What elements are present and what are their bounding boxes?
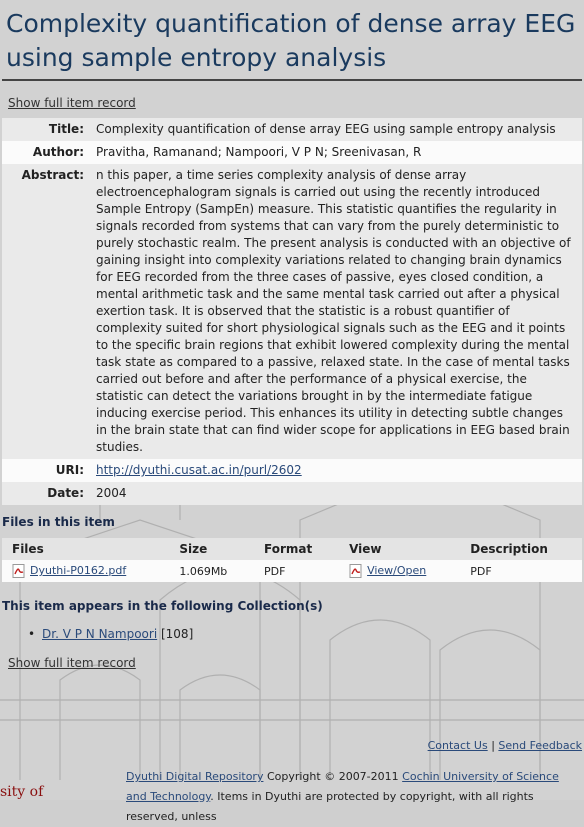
- show-full-record-link-bottom[interactable]: Show full item record: [8, 656, 136, 670]
- footer-separator: |: [491, 739, 495, 752]
- rights-text: . Items in Dyuthi are protected by copyright, with all rights reserved, unless: [126, 790, 534, 823]
- repository-link[interactable]: Dyuthi Digital Repository: [126, 770, 264, 783]
- collection-count: [108]: [160, 627, 194, 641]
- files-header-format: Format: [254, 538, 339, 560]
- files-table: [2, 538, 582, 582]
- metadata-value: Complexity quantification of dense array EEG using sample entropy analysis: [90, 118, 582, 141]
- metadata-value: n this paper, a time series complexity analysis of dense array electroencephalogram signals is carried out using the recently introduced Sample Entropy (SampEn) measure. This statistic quantifies the regularity in signals recorded from systems that can vary from the purely deterministic to purely stochastic realm. The present analysis is conducted with an objective of gaining insight into complexity variations related to changing brain dynamics for EEG recorded from the three cases of passive, eyes closed condition, a mental arithmetic task and the same mental task carried out after a physical exertion task. It is observed that the statistic is a robust quantifier of complexity suited for short physiological signals such as the EEG and it points to the specific brain regions that exhibit lowered complexity during the mental task state as compared to a passive, relaxed state. In the case of mental tasks carried out before and after the performance of a physical exercise, the statistic can detect the variations brought in by the intermediate fatigue inducing exercise period. This enhances its utility in detecting subtle changes in the brain state that can find wider scope for applications in EEG based brain studies.: [90, 164, 582, 459]
- footer-copyright: [126, 767, 566, 827]
- university-logo-text: sity of: [0, 784, 44, 800]
- files-header-view: View: [339, 538, 460, 560]
- file-download-link[interactable]: Dyuthi-P0162.pdf: [30, 564, 127, 577]
- pdf-icon: [349, 564, 363, 578]
- collection-link[interactable]: Dr. V P N Nampoori: [42, 627, 158, 641]
- file-format: PDF: [254, 560, 339, 582]
- file-row: [2, 560, 582, 582]
- metadata-label: Title:: [2, 118, 90, 141]
- file-size: 1.069Mb: [169, 560, 254, 582]
- metadata-label: Abstract:: [2, 164, 90, 459]
- metadata-row-author: [2, 141, 582, 164]
- metadata-label: URI:: [2, 459, 90, 482]
- files-header-files: Files: [2, 538, 169, 560]
- files-section-title: Files in this item: [2, 515, 115, 529]
- page-title: Complexity quantification of dense array EEG using sample entropy analysis: [2, 0, 582, 81]
- metadata-table: [2, 118, 582, 505]
- copyright-text: Copyright © 2007-2011: [263, 770, 403, 783]
- collection-list-item: [28, 627, 194, 641]
- file-view-cell: [339, 560, 460, 582]
- send-feedback-link[interactable]: Send Feedback: [498, 739, 582, 752]
- metadata-label: Author:: [2, 141, 90, 164]
- file-cell: [2, 560, 169, 582]
- metadata-row-abstract: [2, 164, 582, 459]
- pdf-icon: [12, 564, 26, 578]
- metadata-value: Pravitha, Ramanand; Nampoori, V P N; Sreenivasan, R: [90, 141, 582, 164]
- metadata-value: 2004: [90, 482, 582, 505]
- files-header-size: Size: [169, 538, 254, 560]
- collections-section-title: This item appears in the following Collection(s): [2, 599, 323, 613]
- metadata-row-date: [2, 482, 582, 505]
- footer-links: [428, 739, 582, 752]
- metadata-label: Date:: [2, 482, 90, 505]
- university-link[interactable]: Cochin University of Science and Technology: [126, 770, 559, 803]
- files-header-row: [2, 538, 582, 560]
- view-open-link[interactable]: View/Open: [367, 564, 427, 577]
- metadata-row-title: [2, 118, 582, 141]
- metadata-row-uri: [2, 459, 582, 482]
- uri-link[interactable]: http://dyuthi.cusat.ac.in/purl/2602: [96, 463, 302, 477]
- show-full-record-link-top[interactable]: Show full item record: [8, 96, 136, 110]
- files-header-description: Description: [460, 538, 582, 560]
- metadata-value: [90, 459, 582, 482]
- contact-us-link[interactable]: Contact Us: [427, 739, 488, 752]
- bullet-icon: •: [28, 627, 36, 641]
- file-description: PDF: [460, 560, 582, 582]
